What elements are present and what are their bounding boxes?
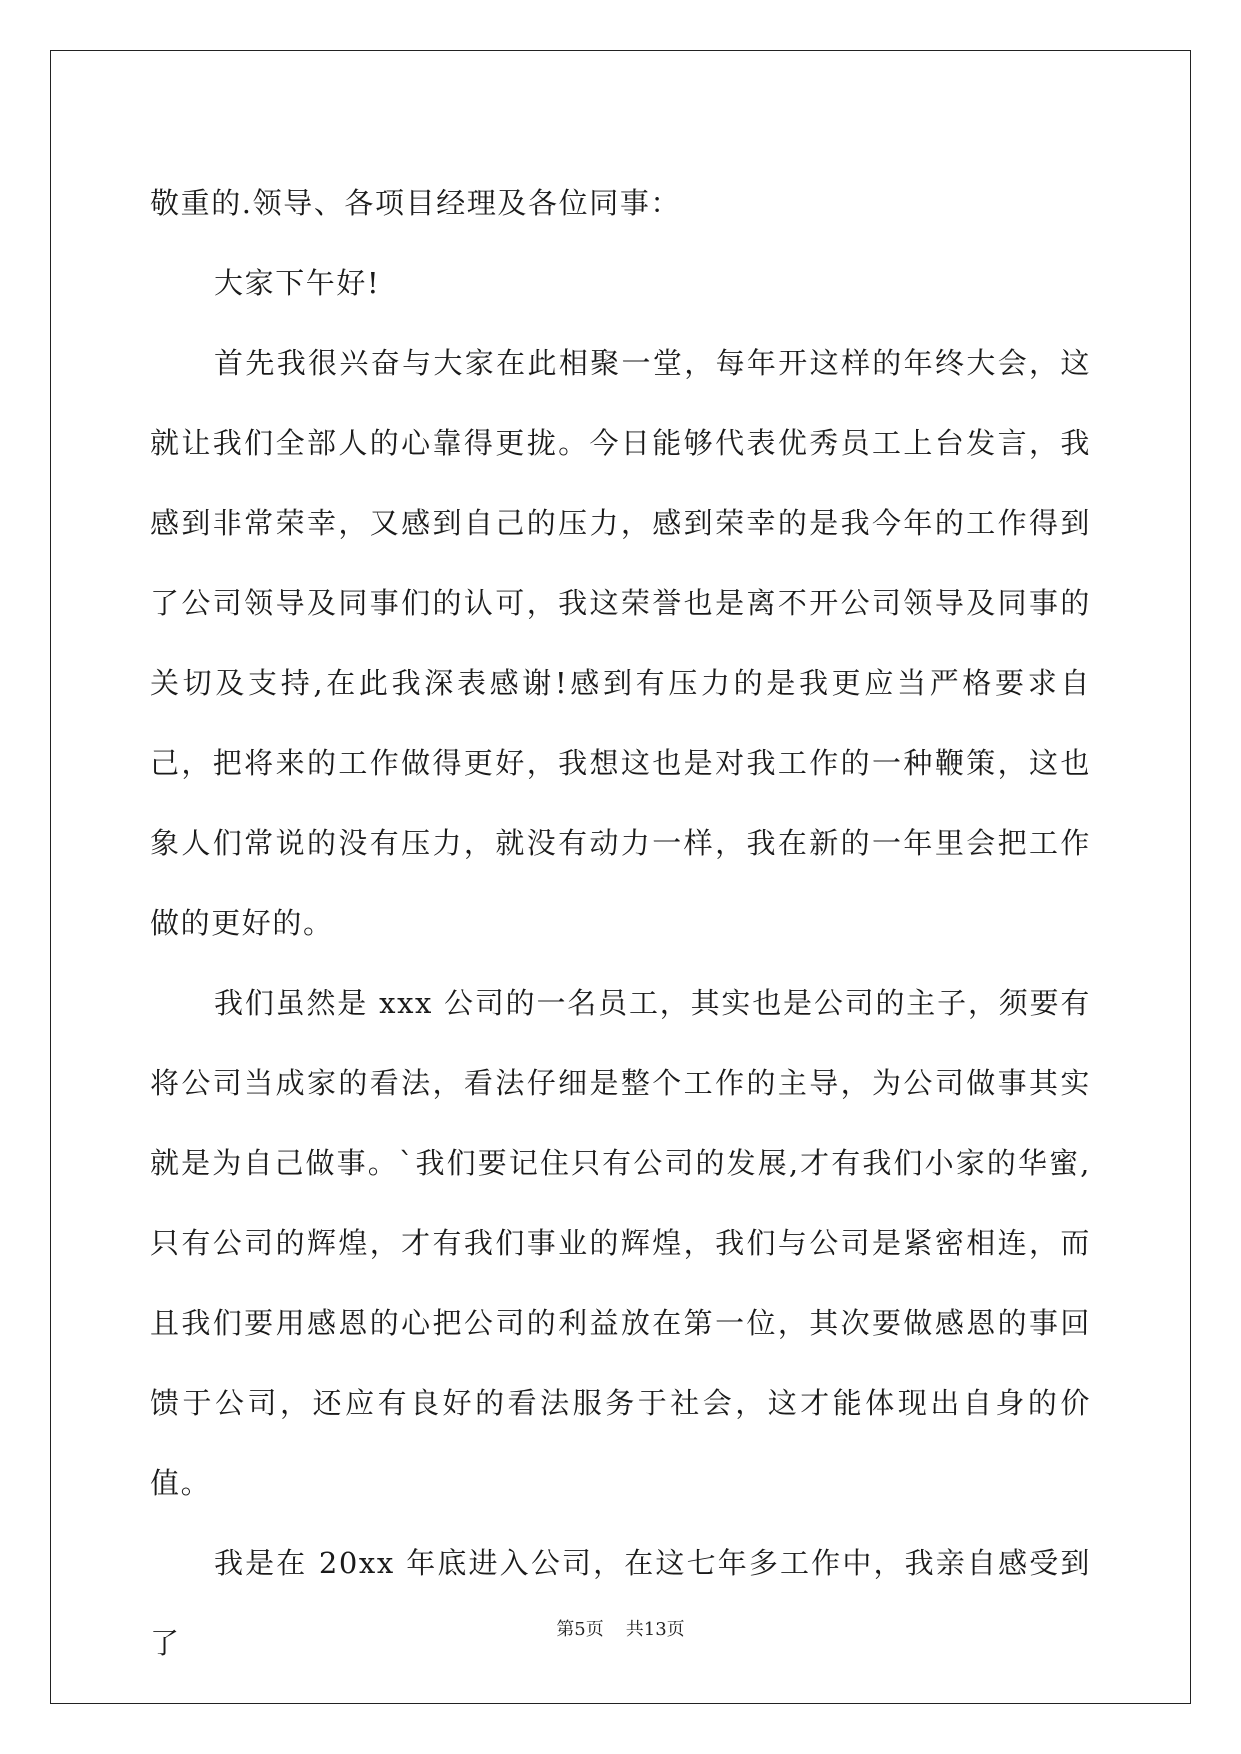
greeting-paragraph: 大家下午好!: [214, 266, 381, 300]
body-paragraph-2: 我们虽然是 xxx 公司的一名员工，其实也是公司的主子，须要有将公司当成家的看法，看法仔细是整个工作的主导，为公司做事其实就是为自己做事。`我们要记住只有公司的发展,才有我们小家的华蜜,只有公司的辉煌，才有我们事业的辉煌，我们与公司是紧密相连，而且我们要用感恩的心把公司的利益放在第一位，其次要做感恩的事回馈于公司，还应有良好的看法服务于社会，这才能体现出自身的价值。: [150, 986, 1091, 1500]
salutation-paragraph: 敬重的.领导、各项目经理及各位同事：: [150, 186, 682, 220]
total-pages: 共13页: [625, 1619, 685, 1640]
body-paragraph-3: 我是在 20xx 年底进入公司，在这七年多工作中，我亲自感受到了: [150, 1546, 1091, 1660]
document-body: [150, 163, 1091, 1683]
page-number: 第5页: [556, 1619, 604, 1640]
body-paragraph-1: 首先我很兴奋与大家在此相聚一堂，每年开这样的年终大会，这就让我们全部人的心靠得更拢。今日能够代表优秀员工上台发言，我感到非常荣幸，又感到自己的压力，感到荣幸的是我今年的工作得到了公司领导及同事们的认可，我这荣誉也是离不开公司领导及同事的关切及支持,在此我深表感谢!感到有压力的是我更应当严格要求自己，把将来的工作做得更好，我想这也是对我工作的一种鞭策，这也象人们常说的没有压力，就没有动力一样，我在新的一年里会把工作做的更好的。: [150, 346, 1091, 940]
page-footer: [0, 1615, 1241, 1641]
